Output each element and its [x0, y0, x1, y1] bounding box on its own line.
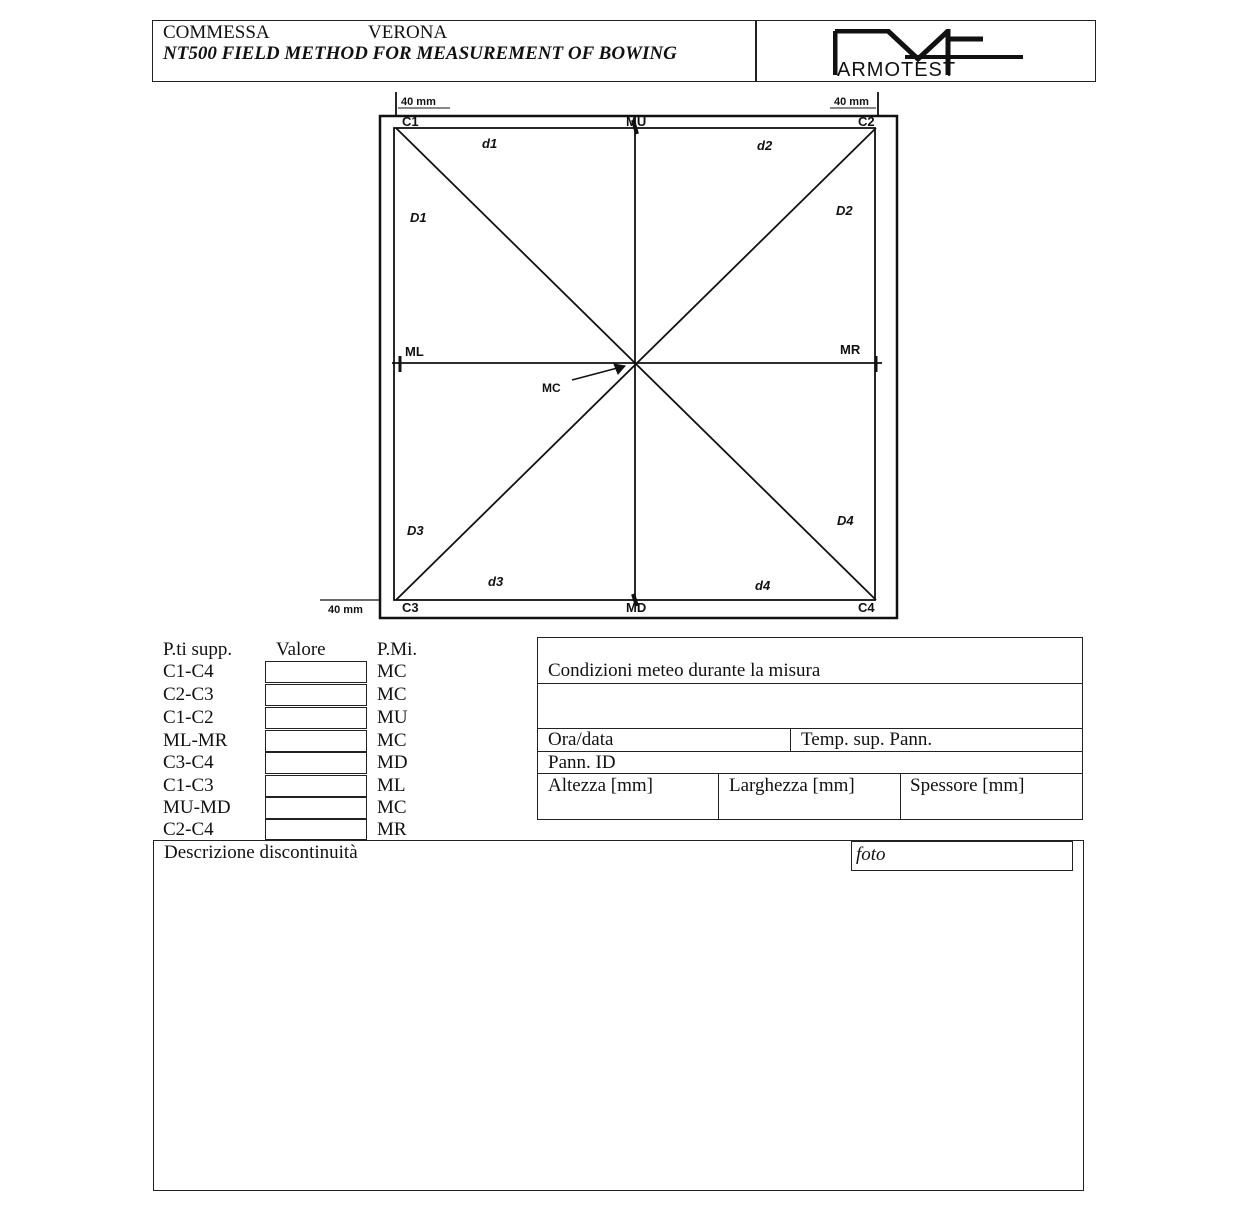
thickness-label: Spessore [mm] [910, 775, 1025, 796]
row-points: C1-C4 [163, 661, 214, 682]
segment-D2: D2 [836, 203, 853, 218]
photo-label: foto [856, 844, 886, 865]
value-input[interactable] [265, 775, 367, 797]
temp-label: Temp. sup. Pann. [801, 729, 933, 750]
point-mc: MC [542, 381, 561, 395]
height-label: Altezza [mm] [548, 775, 653, 796]
segment-d2: d2 [757, 138, 773, 153]
points-header: P.ti supp. [163, 639, 233, 660]
value-input[interactable] [265, 819, 367, 840]
weather-field[interactable] [540, 686, 1080, 726]
segment-d4: d4 [755, 578, 771, 593]
midpoint-header: P.Mi. [377, 639, 418, 660]
divider [538, 683, 1082, 684]
armotest-logo [833, 29, 1023, 79]
row-midpoint: MU [377, 707, 408, 728]
document-header [152, 20, 1096, 82]
dim-top-left: 40 mm [401, 96, 436, 108]
segment-D4: D4 [837, 513, 854, 528]
point-md: MD [626, 600, 647, 615]
conditions-box [537, 637, 1083, 820]
bowing-diagram [300, 88, 920, 628]
row-midpoint: MC [377, 730, 407, 751]
point-mu: MU [626, 114, 647, 129]
dim-top-right: 40 mm [834, 96, 869, 108]
point-ml: ML [405, 344, 424, 359]
weather-label: Condizioni meteo durante la misura [548, 660, 821, 681]
segment-D1: D1 [410, 210, 427, 225]
row-midpoint: MC [377, 661, 407, 682]
dim-bottom-left: 40 mm [328, 604, 363, 616]
photo-box[interactable] [851, 841, 1073, 871]
value-input[interactable] [265, 730, 367, 752]
value-input[interactable] [265, 752, 367, 774]
row-points: C1-C3 [163, 775, 214, 796]
row-midpoint: MR [377, 819, 407, 840]
svg-text:ARMOTEST: ARMOTEST [837, 59, 957, 79]
value-input[interactable] [265, 684, 367, 706]
point-c2: C2 [858, 114, 875, 129]
segment-d1: d1 [482, 136, 498, 151]
divider [718, 773, 719, 819]
divider [538, 751, 1082, 752]
location-label: VERONA [368, 22, 448, 43]
point-c1: C1 [402, 114, 419, 129]
divider [790, 728, 791, 751]
row-points: ML-MR [163, 730, 228, 751]
row-midpoint: MC [377, 684, 407, 705]
description-box[interactable] [153, 840, 1084, 1191]
value-input[interactable] [265, 661, 367, 683]
method-title: NT500 FIELD METHOD FOR MEASUREMENT OF BOWING [163, 43, 677, 64]
segment-d3: d3 [488, 574, 504, 589]
value-input[interactable] [265, 797, 367, 819]
row-midpoint: MD [377, 752, 408, 773]
row-points: MU-MD [163, 797, 231, 818]
row-points: C2-C3 [163, 684, 214, 705]
row-points: C1-C2 [163, 707, 214, 728]
value-input[interactable] [265, 707, 367, 729]
description-label: Descrizione discontinuità [164, 842, 358, 863]
width-label: Larghezza [mm] [729, 775, 855, 796]
point-c4: C4 [858, 600, 875, 615]
point-c3: C3 [402, 600, 419, 615]
point-mr: MR [840, 342, 861, 357]
time-label: Ora/data [548, 729, 614, 750]
panel-id-label: Pann. ID [548, 752, 616, 773]
header-divider [755, 21, 757, 81]
row-midpoint: ML [377, 775, 406, 796]
row-points: C3-C4 [163, 752, 214, 773]
segment-D3: D3 [407, 523, 424, 538]
commessa-label: COMMESSA [163, 22, 270, 43]
row-midpoint: MC [377, 797, 407, 818]
row-points: C2-C4 [163, 819, 214, 840]
value-header: Valore [276, 639, 326, 660]
divider [900, 773, 901, 819]
